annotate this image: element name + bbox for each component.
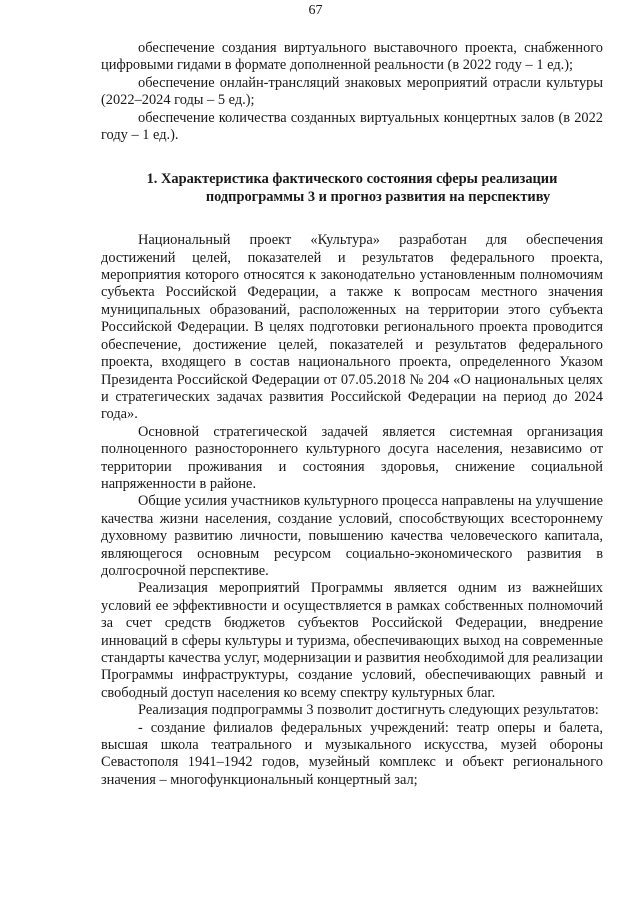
section-heading-line: подпрограммы 3 и прогноз развития на перспективу [205,188,551,205]
intro-paragraph: обеспечение количества созданных виртуальных концертных залов (в 2022 году – 1 ед.). [101,109,603,144]
body-paragraph: Основной стратегической задачей является системная организация полноценного разностороннего культурного досуга населения, независимо от территории проживания и состояния здоровья, снижение социальной напряженности в районе. [101,423,603,492]
body-paragraph: Реализация мероприятий Программы является одним из важнейших условий ее эффективности и осуществляется в рамках собственных полномочий за счет средств бюджетов субъектов Российской Федерации, внедрение инноваций в сферы культуры и туризма, обеспечивающих выход на современные стандарты качества услуг, модернизации и развития необходимой для реализации Программы инфраструктуры, создание условий, обеспечивающих равный и свободный доступ населения ко всему спектру культурных благ. [101,580,603,701]
body-paragraph: Национальный проект «Культура» разработан для обеспечения достижений целей, показателей и результатов федерального проекта, мероприятия которого относятся к законодательно установленным полномочиям субъекта Российской Федерации, а также к вопросам местного значения муниципальных образований, расположенных на территории этого субъекта Российской Федерации. В целях подготовки регионального проекта проводится обеспечение, достижение целей, показателей и результатов федерального проекта, входящего в состав национального проекта, определенного Указом Президента Российской Федерации от 07.05.2018 № 204 «О национальных целях и стратегических задачах развития Российской Федерации на период до 2024 года». [101,232,603,423]
intro-paragraph: обеспечение создания виртуального выставочного проекта, снабженного цифровыми гидами в формате дополненной реальности (в 2022 году – 1 ед.); [101,40,603,74]
results-list-item: - создание филиалов федеральных учреждений: театр оперы и балета, высшая школа театрального и музыкального искусства, музей обороны Севастополя 1941–1942 годов, музейный комплекс и объект регионального значения – многофункциональный концертный зал; [101,719,603,788]
section-heading [101,171,603,206]
intro-paragraph: обеспечение онлайн-трансляций знаковых мероприятий отрасли культуры (2022–2024 годы – 5 ед.); [101,74,603,109]
document-body [101,40,603,789]
section-heading-line: 1. Характеристика фактического состояния сферы реализации [146,171,558,188]
body-paragraph: Реализация подпрограммы 3 позволит достигнуть следующих результатов: [138,702,599,719]
page-number: 67 [308,3,323,18]
body-paragraph: Общие усилия участников культурного процесса направлены на улучшение качества жизни населения, создание условий, способствующих всестороннему духовному развитию личности, повышению качества человеческого капитала, являющегося основным ресурсом социально-экономического развития в долгосрочной перспективе. [101,493,603,579]
